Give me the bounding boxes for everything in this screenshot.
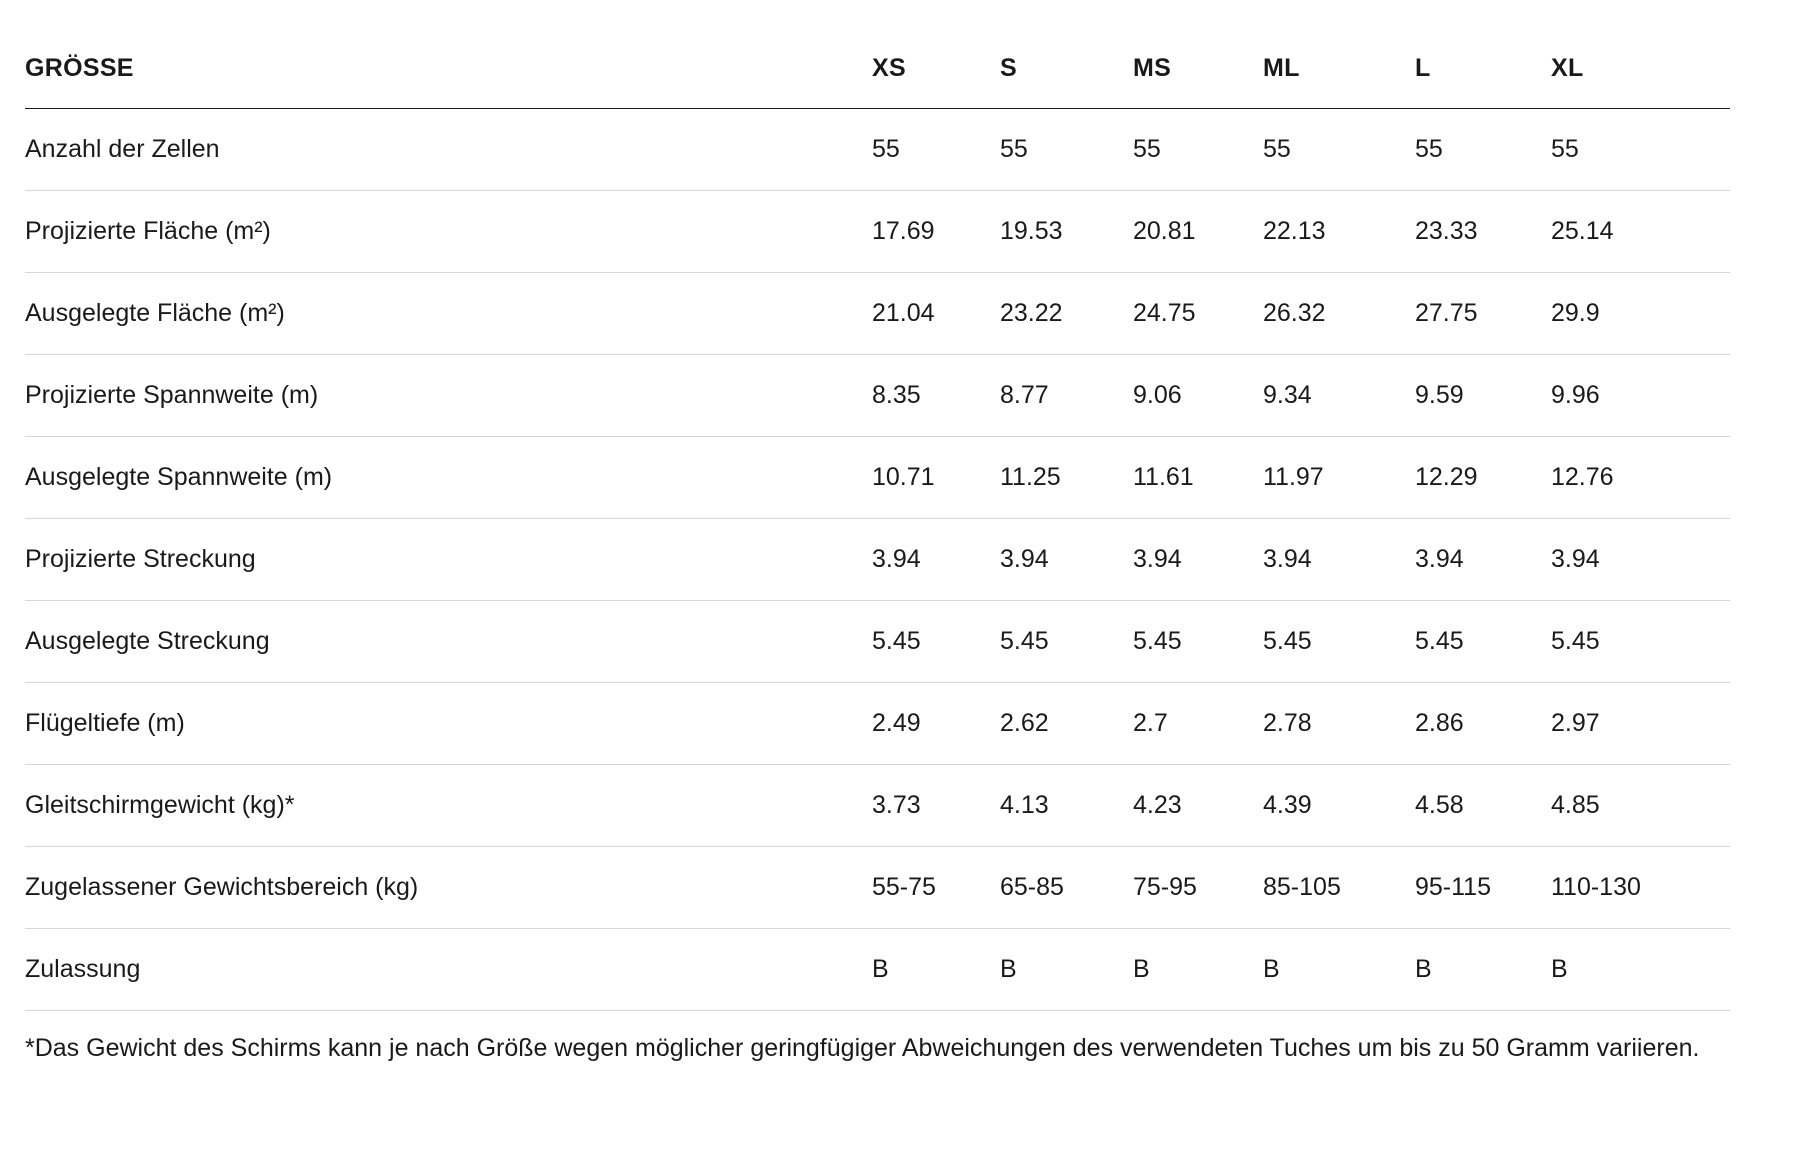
cell-value: 25.14: [1551, 191, 1730, 273]
cell-value: B: [1263, 929, 1415, 1011]
table-header-row: [25, 28, 1730, 109]
cell-value: 11.61: [1133, 437, 1263, 519]
cell-value: 23.33: [1415, 191, 1551, 273]
cell-value: 2.86: [1415, 683, 1551, 765]
cell-value: 29.9: [1551, 273, 1730, 355]
cell-value: 19.53: [1000, 191, 1133, 273]
cell-value: 9.34: [1263, 355, 1415, 437]
cell-value: 4.23: [1133, 765, 1263, 847]
cell-value: B: [1415, 929, 1551, 1011]
cell-value: 5.45: [1415, 601, 1551, 683]
cell-value: 27.75: [1415, 273, 1551, 355]
cell-value: 26.32: [1263, 273, 1415, 355]
cell-value: 3.94: [1551, 519, 1730, 601]
cell-value: 9.96: [1551, 355, 1730, 437]
header-size-xl: XL: [1551, 28, 1730, 109]
table-row: [25, 929, 1730, 1011]
cell-value: 5.45: [1551, 601, 1730, 683]
cell-value: 2.62: [1000, 683, 1133, 765]
cell-value: 85-105: [1263, 847, 1415, 929]
row-label: Ausgelegte Fläche (m²): [25, 273, 872, 355]
header-size-s: S: [1000, 28, 1133, 109]
table-row: [25, 519, 1730, 601]
cell-value: 75-95: [1133, 847, 1263, 929]
cell-value: 2.49: [872, 683, 1000, 765]
cell-value: B: [872, 929, 1000, 1011]
cell-value: 110-130: [1551, 847, 1730, 929]
cell-value: 21.04: [872, 273, 1000, 355]
cell-value: 5.45: [1133, 601, 1263, 683]
cell-value: 4.85: [1551, 765, 1730, 847]
cell-value: 55-75: [872, 847, 1000, 929]
cell-value: 9.59: [1415, 355, 1551, 437]
cell-value: 20.81: [1133, 191, 1263, 273]
table-row: [25, 683, 1730, 765]
cell-value: 3.94: [1263, 519, 1415, 601]
cell-value: 95-115: [1415, 847, 1551, 929]
cell-value: 4.39: [1263, 765, 1415, 847]
row-label: Ausgelegte Streckung: [25, 601, 872, 683]
cell-value: 55: [872, 109, 1000, 191]
cell-value: 3.73: [872, 765, 1000, 847]
cell-value: 55: [1415, 109, 1551, 191]
cell-value: 23.22: [1000, 273, 1133, 355]
cell-value: 17.69: [872, 191, 1000, 273]
cell-value: 2.97: [1551, 683, 1730, 765]
cell-value: 12.29: [1415, 437, 1551, 519]
cell-value: 8.77: [1000, 355, 1133, 437]
cell-value: 3.94: [1000, 519, 1133, 601]
weight-footnote: *Das Gewicht des Schirms kann je nach Größe wegen möglicher geringfügiger Abweichungen des verwendeten Tuches um bis zu 50 Gramm variieren.: [25, 1034, 1700, 1062]
cell-value: B: [1000, 929, 1133, 1011]
row-label: Projizierte Fläche (m²): [25, 191, 872, 273]
cell-value: 5.45: [1000, 601, 1133, 683]
table-row: [25, 601, 1730, 683]
header-size-label: GRÖSSE: [25, 28, 872, 109]
cell-value: B: [1551, 929, 1730, 1011]
cell-value: 4.58: [1415, 765, 1551, 847]
row-label: Ausgelegte Spannweite (m): [25, 437, 872, 519]
cell-value: B: [1133, 929, 1263, 1011]
cell-value: 11.25: [1000, 437, 1133, 519]
cell-value: 8.35: [872, 355, 1000, 437]
cell-value: 2.7: [1133, 683, 1263, 765]
cell-value: 55: [1000, 109, 1133, 191]
cell-value: 3.94: [1133, 519, 1263, 601]
cell-value: 65-85: [1000, 847, 1133, 929]
row-label: Zugelassener Gewichtsbereich (kg): [25, 847, 872, 929]
row-label: Projizierte Spannweite (m): [25, 355, 872, 437]
header-size-xs: XS: [872, 28, 1000, 109]
cell-value: 24.75: [1133, 273, 1263, 355]
cell-value: 55: [1551, 109, 1730, 191]
cell-value: 5.45: [872, 601, 1000, 683]
row-label: Flügeltiefe (m): [25, 683, 872, 765]
cell-value: 55: [1263, 109, 1415, 191]
table-row: [25, 355, 1730, 437]
header-size-ml: ML: [1263, 28, 1415, 109]
table-row: [25, 437, 1730, 519]
cell-value: 55: [1133, 109, 1263, 191]
row-label: Zulassung: [25, 929, 872, 1011]
cell-value: 3.94: [872, 519, 1000, 601]
cell-value: 10.71: [872, 437, 1000, 519]
row-label: Anzahl der Zellen: [25, 109, 872, 191]
cell-value: 12.76: [1551, 437, 1730, 519]
cell-value: 2.78: [1263, 683, 1415, 765]
table-row: [25, 273, 1730, 355]
cell-value: 11.97: [1263, 437, 1415, 519]
spec-table-container: [25, 28, 1730, 1091]
header-size-ms: MS: [1133, 28, 1263, 109]
row-label: Projizierte Streckung: [25, 519, 872, 601]
table-row: [25, 847, 1730, 929]
spec-table: [25, 28, 1730, 1011]
cell-value: 3.94: [1415, 519, 1551, 601]
cell-value: 9.06: [1133, 355, 1263, 437]
table-body: [25, 109, 1730, 1011]
row-label: Gleitschirmgewicht (kg)*: [25, 765, 872, 847]
table-row: [25, 765, 1730, 847]
header-size-l: L: [1415, 28, 1551, 109]
cell-value: 22.13: [1263, 191, 1415, 273]
table-row: [25, 191, 1730, 273]
cell-value: 5.45: [1263, 601, 1415, 683]
table-row: [25, 109, 1730, 191]
cell-value: 4.13: [1000, 765, 1133, 847]
